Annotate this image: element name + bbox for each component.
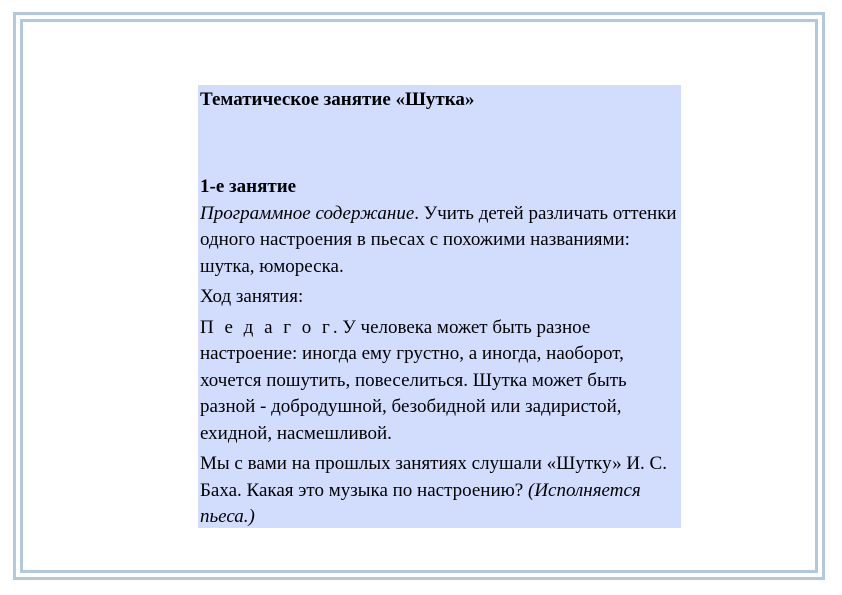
program-text: . Учить детей различать оттенки одного настроения в пьесах с похожими названиями: шутка, юмореска. xyxy=(200,202,677,277)
last-paragraph xyxy=(200,451,681,531)
teacher-text: . У человека может быть разное настроение: иногда ему грустно, а иногда, наоборот, хочется пошутить, повеселиться. Шутка может быть разной - добродушной, безобидной или задиристой, ехидной, насмешливой. xyxy=(200,316,627,444)
content-text-box xyxy=(198,85,681,528)
document-title: Тематическое занятие «Шутка» xyxy=(200,89,475,110)
lesson-heading: 1-е занятие xyxy=(200,176,297,197)
teacher-label: П е д а г о г xyxy=(200,316,333,338)
last-paragraph-text: Мы с вами на прошлых занятиях слушали «Шутку» И. С. Баха. Какая это музыка по настроению? xyxy=(200,453,667,501)
program-paragraph xyxy=(200,201,681,281)
last-paragraph-italic: (Исполняется пьеса.) xyxy=(200,479,641,527)
course-paragraph: Ход занятия: xyxy=(200,286,304,307)
spacer xyxy=(200,114,681,174)
teacher-paragraph xyxy=(200,315,681,448)
program-label: Программное содержание xyxy=(200,202,415,224)
